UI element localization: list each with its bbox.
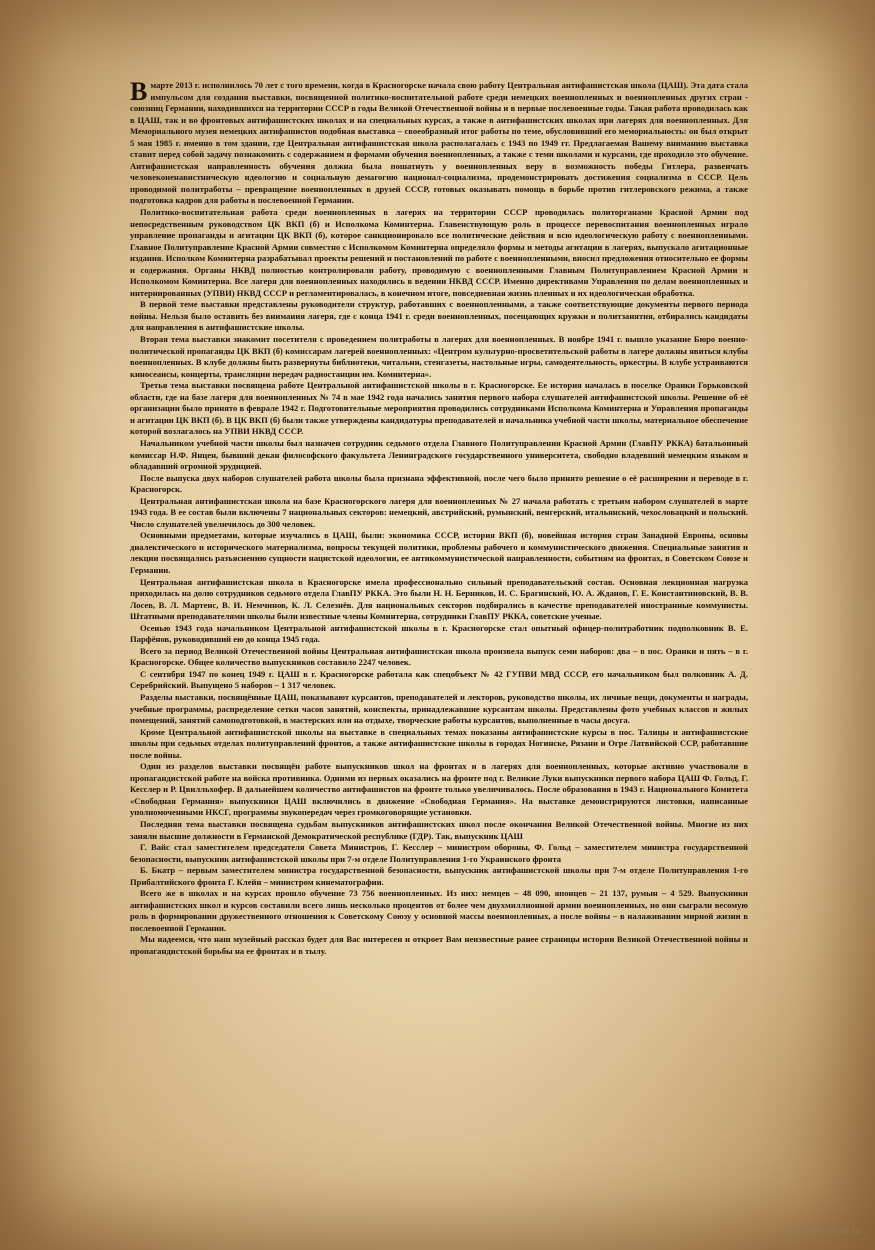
paragraph-5: Третья тема выставки посвящена работе Центральной антифашистской школы в г. Красногорске. Ее история началась в поселке Оранки Горьковской области, где на базе лагеря для военнопленных № 74 в мае 1942 года начались занятия первого набора слушателей антифашистской школы. Решение об её организации было принято в феврале 1942 г. Подготовительные мероприятия проводились сотрудниками Исполкома Коминтерна и Управления пропаганды и агитации ЦК ВКП (б). В ЦК ВКП (б) были также утверждены кандидатуры преподавателей и начальника учебной части школы, материальное обеспечение которой возлагалось на УПВИ НКВД СССР.	[130, 380, 748, 437]
paragraph-6: Начальником учебной части школы был назначен сотрудник седьмого отдела Главного Политуправления Красной Армии (ГлавПУ РККА) батальонный комиссар Н.Ф. Янцен, бывший декан философского факультета Ленинградского государственного университета, свободно владевший немецким языком и обладавший огромной эрудицией.	[130, 437, 748, 472]
paragraph-11: Осенью 1943 года начальником Центральной антифашистской школы в г. Красногорске стал опытный офицер-политработник подполковник В. Е. Парфёнов, руководивший ею до конца 1945 года.	[130, 622, 748, 645]
paragraph-intro-text: марте 2013 г. исполнилось 70 лет с того времени, когда в Красногорске начала свою работу Центральная антифашистская школа (ЦАШ). Эта дата стала импульсом для создания выставки, посвященной политико-воспитательной работе среди немецких военнопленных и военнопленных других стран - союзниц Германии, находившихся на территории СССР в годы Великой Отечественной войны и в первые послевоенные годы. Такая работа проводилась как в ЦАШ, так и во фронтовых антифашистских школах и на специальных курсах, а также в антифашистских школах при лагерях для военнопленных. Для Мемориального музея немецких антифашистов подобная выставка – своеобразный итог работы по теме, обусловивший его мемориальность: он был открыт 5 мая 1985 г. именно в том здании, где Центральная антифашистская школа располагалась с 1943 по 1949 гг. Предлагаемая Вашему вниманию выставка ставит перед собой задачу познакомить с содержанием и формами обучения военнопленных, а также с теми школами и курсами, где проходило это обучение. Антифашистская направленность обучения должна была пошатнуть у военнопленных веру в возможность победы Гитлера, развенчать человеконенавистническую идеологию и социальную демагогию национал-социализма, продемонстрировать достижения социализма в СССР. Цель проводимой политработы – превращение военнопленных в друзей СССР, готовых оказывать помощь в борьбе против гитлеровского режима, а также подготовка кадров для работы в послевоенной Германии.	[130, 80, 748, 206]
paragraph-14: Разделы выставки, посвящённые ЦАШ, показывают курсантов, преподавателей и лекторов, руководство школы, их личные вещи, документы и награды, учебные программы, распределение сетки часов занятий, конспекты, принадлежавшие курсантам школы. Представлены фото учебных классов и жилых помещений, занятий самоподготовкой, в мастерских или на отдыхе, творческие работы курсантов, выполненные в часы досуга.	[130, 691, 748, 726]
paragraph-17: Последняя тема выставки посвящена судьбам выпускников антифашистских школ после окончания Великой Отечественной войны. Многие из них заняли высшие должности в Германской Демократической республике (ГДР). Так, выпускник ЦАШ	[130, 819, 748, 841]
paragraph-4: Вторая тема выставки знакомит посетителя с проведением политработы в лагерях для военнопленных. В ноябре 1941 г. вышло указание Бюро военно-политической пропаганды ЦК ВКП (б) комиссарам лагерей военнопленных: «Центром культурно-просветительской работы в лагере должны явиться клубы военнопленных. В клубе должны быть развернуты библиотеки, читальни, стенгазеты, настольные игры, самодеятельность, оркестры. В клубе устраиваются киносеансы, концерты, трансляции передач радиостанции им. Коминтерна».	[130, 334, 748, 379]
paragraph-20: Всего же в школах и на курсах прошло обучение 73 756 военнопленных. Из них: немцев – 48 090, японцев – 21 137, румын – 4 529. Выпускники антифашистских школ и курсов составили всего лишь несколько процентов от более чем двухмиллионной армии военнопленных, но они сыграли весомую роль в формировании дружественного отношения к Советскому Союзу у основной массы военнопленных, а после войны – в налаживании мирной жизни в послевоенной Германии.	[130, 888, 748, 933]
paragraph-18: Г. Вайс стал заместителем председателя Совета Министров, Г. Кесслер – министром обороны, Ф. Гольд – заместителем министра государственной безопасности, выпускник антифашистской школы при 7-м отделе Политуправления 1-го Украинского фронта	[130, 842, 748, 864]
paragraph-10: Центральная антифашистская школа в Красногорске имела профессионально сильный преподавательский состав. Основная лекционная нагрузка приходилась на долю сотрудников седьмого отдела ГлавПУ РККА. Это были Н. Н. Берников, И. С. Брагинский, Ю. А. Жданов, Г. Е. Константиновский, В. В. Лосев, В. Л. Мартенс, В. И. Немчинов, К. Л. Селезнёв. Для национальных секторов подбирались в качестве преподавателей иностранные коммунисты. Штатными преподавателями школы были известные члены Коминтерна, сотрудники ГлавПУ РККА, советские ученые.	[130, 576, 748, 622]
paragraph-9: Основными предметами, которые изучались в ЦАШ, были: экономика СССР, история ВКП (б), новейшая история стран Западной Европы, основы диалектического и исторического материализма, вопросы текущей политики, проблемы рабочего и коммунистического движения. Специальные занятия и лекции посвящались разъяснению сущности нацистской идеологии, ее антикоммунистической направленности, событиям на фронтах, в Советском Союзе и Германии.	[130, 530, 748, 575]
paragraph-13: С сентября 1947 по конец 1949 г. ЦАШ в г. Красногорске работала как спецобъект № 42 ГУПВИ МВД СССР, его начальником был полковник А. Д. Серебрийский. Выпущено 5 наборов – 1 317 человек.	[130, 668, 748, 691]
site-watermark: victorymuseum.ru	[783, 1226, 861, 1236]
paragraph-21: Мы надеемся, что наш музейный рассказ будет для Вас интересен и откроет Вам неизвестные ранее страницы истории Великой Отечественной войны и пропагандистской борьбы на ее фронтах и в тылу.	[130, 934, 748, 957]
paragraph-15: Кроме Центральной антифашистской школы на выставке в специальных темах показаны антифашистские курсы в пос. Талицы и антифашистские школы при седьмых отделах политуправлений фронтов, а также антифашистские школы в городах Ногинске, Рязани и Огре Латвийской ССР, работавшие после войны.	[130, 726, 748, 760]
paragraph-12: Всего за период Великой Отечественной войны Центральная антифашистская школа произвела выпуск семи наборов: два – в пос. Оранки и пять – в г. Красногорске. Общее количество выпускников составило 2247 человек.	[130, 645, 748, 668]
paragraph-16: Один из разделов выставки посвящён работе выпускников школ на фронтах и в лагерях для военнопленных, которые активно участвовали в пропагандистской работе на войска противника. Одними из первых оказались на фронте под г. Великие Луки выпускники первого набора ЦАШ Ф. Гольд, Г. Кесслер и Р. Цвилльхофер. В дальнейшем количество антифашистов на фронте только увеличивалось. После образования в 1943 г. Национального Комитета «Свободная Германия» выпускники ЦАШ включились в движение «Свободная Германия». На выставке демонстрируются листовки, написанные уполномоченными НКСГ, программы звукопередач через громкоговорящие установки.	[130, 761, 748, 818]
paragraph-2: Политико-воспитательная работа среди военнопленных в лагерях на территории СССР проводилась политорганами Красной Армии под непосредственным руководством ЦК ВКП (б) и Исполкома Коминтерна. Главенствующую роль в процессе перевоспитания военнопленных играло управление пропаганды и агитации ЦК ВКП (б), которое санкционировало все политические действия и всю идеологическую работу с военнопленными. Главное Политуправление Красной Армии совместно с Исполкомом Коминтерна определяло формы и методы агитации в лагерях, выпускало агитационные издания. Исполком Коминтерна разрабатывал проекты решений и постановлений по работе с военнопленными, вносил предложения относительно ее формы и содержания. Органы НКВД полностью контролировали работу, проводимую с военнопленными Главным Политуправлением Красной Армии и Исполкомом Коминтерна. Все лагеря для военнопленных находились в ведении НКВД СССР. Именно директивами Управления по делам военнопленных и интернированных (УПВИ) НКВД СССР и регламентировалась, в конечном итоге, повседневная жизнь пленных и их идеологическая обработка.	[130, 207, 748, 298]
drop-cap: В	[130, 77, 148, 106]
paragraph-19: Б. Бкатр – первым заместителем министра государственной безопасности, выпускник антифашистской школы при 7-м отделе Политуправления 1-го Прибалтийского фронта Г. Клейн – министром кинематографии.	[130, 865, 748, 887]
paragraph-8: Центральная антифашистская школа на базе Красногорского лагеря для военнопленных № 27 начала работать с третьим набором слушателей в марте 1943 года. В ее состав были включены 7 национальных секторов: немецкий, австрийский, румынский, венгерский, итальянский, чехословацкий и польский. Число слушателей увеличилось до 300 человек.	[130, 495, 748, 529]
paragraph-3: В первой теме выставки представлены руководители структур, работавших с военнопленными, а также соответствующие документы первого периода войны. Нельзя было оставить без внимания лагеря, где с конца 1941 г. среди военнопленных, посещающих кружки и политзанятия, отбирались кандидаты для направления в антифашистские школы.	[130, 299, 748, 333]
paragraph-intro	[130, 77, 748, 207]
article-text	[130, 77, 748, 958]
paragraph-7: После выпуска двух наборов слушателей работа школы была признана эффективной, после чего было принято решение о её расширении и переводе в г. Красногорск.	[130, 472, 748, 495]
